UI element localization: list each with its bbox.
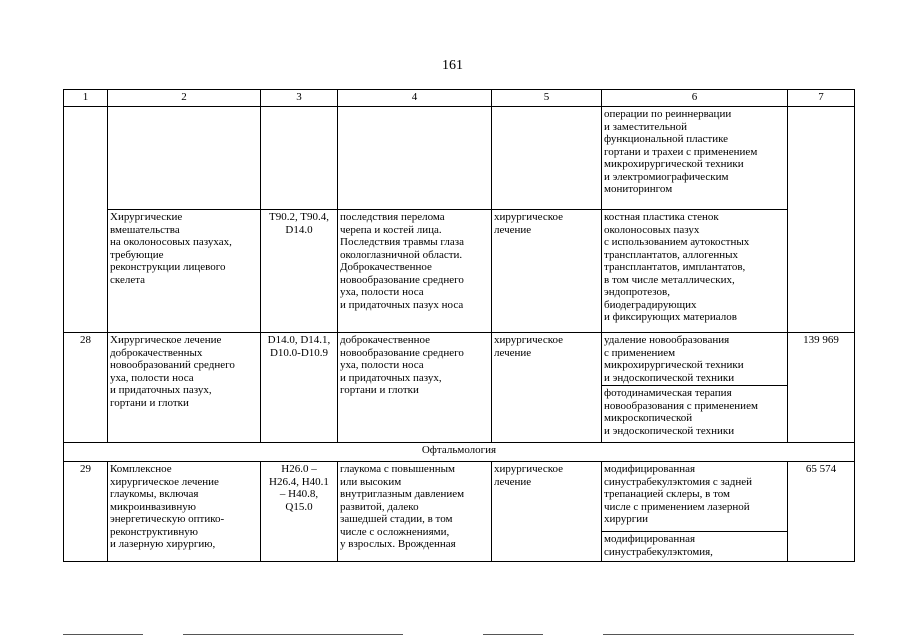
cell-model: доброкачественное новообразование среднего уха, полости носа и придаточных пазух, гортани и глотки xyxy=(338,333,492,443)
header-col-3: 3 xyxy=(261,90,338,107)
cell-model: последствия перелома черепа и костей лица. Последствия травмы глаза окологлазничной области. Доброкачественное новообразование среднего уха, полости носа и придаточных пазух носа xyxy=(338,210,492,333)
cell-cost xyxy=(788,107,855,333)
header-col-6: 6 xyxy=(602,90,788,107)
page-number: 161 xyxy=(442,58,463,73)
header-col-5: 5 xyxy=(492,90,602,107)
cell-cost: 65 574 xyxy=(788,462,855,562)
cell-method-details: операции по реиннервации и заместительной функциональной пластике гортани и трахеи с применением микрохирургической техники и электромиографическим мониторингом xyxy=(602,107,788,210)
header-col-4: 4 xyxy=(338,90,492,107)
cell-treatment-type: хирургическое лечение xyxy=(492,333,602,443)
cell-codes: T90.2, T90.4, D14.0 xyxy=(261,210,338,333)
cell-method xyxy=(108,107,261,210)
cell-method: Хирургические вмешательства на околоносовых пазухах, требующие реконструкции лицевого скелета xyxy=(108,210,261,333)
cell-method-details: модифицированная синустрабекулэктомия с задней трепанацией склеры, в том числе с применением лазерной хирургии xyxy=(602,462,788,532)
procedures-table xyxy=(63,89,855,562)
cell-method-details: фотодинамическая терапия новообразования с применением микроскопической и эндоскопической техники xyxy=(602,386,788,443)
header-row xyxy=(64,90,855,107)
divider xyxy=(483,634,543,635)
cell-codes: D14.0, D14.1, D10.0-D10.9 xyxy=(261,333,338,443)
cell-method: Комплексное хирургическое лечение глаукомы, включая микроинвазивную энергетическую оптико- реконструктивную и лазерную хирургию, xyxy=(108,462,261,562)
divider xyxy=(183,634,403,635)
divider xyxy=(603,634,854,635)
cell-method-details: модифицированная синустрабекулэктомия, xyxy=(602,532,788,562)
table-row xyxy=(64,333,855,386)
section-title: Офтальмология xyxy=(64,443,855,462)
divider xyxy=(63,634,143,635)
cell-num: 28 xyxy=(64,333,108,443)
cell-num xyxy=(64,107,108,333)
table-row xyxy=(64,210,855,333)
cell-treatment-type xyxy=(492,107,602,210)
header-col-7: 7 xyxy=(788,90,855,107)
cell-model xyxy=(338,107,492,210)
cell-method: Хирургическое лечение доброкачественных новообразований среднего уха, полости носа и придаточных пазух, гортани и глотки xyxy=(108,333,261,443)
bottom-rule xyxy=(63,634,854,636)
cell-codes: H26.0 – H26.4, H40.1 – H40.8, Q15.0 xyxy=(261,462,338,562)
header-col-1: 1 xyxy=(64,90,108,107)
cell-treatment-type: хирургическое лечение xyxy=(492,210,602,333)
section-row xyxy=(64,443,855,462)
table-row xyxy=(64,462,855,532)
cell-method-details: удаление новообразования с применением микрохирургической техники и эндоскопической техники xyxy=(602,333,788,386)
cell-codes xyxy=(261,107,338,210)
table-row xyxy=(64,107,855,210)
cell-method-details: костная пластика стенок околоносовых пазух с использованием аутокостных трансплантатов, аллогенных трансплантатов, имплантатов, в том числе металлических, эндопротезов, биодеградирующих и фиксирующих материалов xyxy=(602,210,788,333)
cell-treatment-type: хирургическое лечение xyxy=(492,462,602,562)
header-col-2: 2 xyxy=(108,90,261,107)
cell-num: 29 xyxy=(64,462,108,562)
cell-cost: 139 969 xyxy=(788,333,855,443)
cell-model: глаукома с повышенным или высоким внутриглазным давлением развитой, далеко зашедшей стадии, в том числе с осложнениями, у взрослых. Врожденная xyxy=(338,462,492,562)
